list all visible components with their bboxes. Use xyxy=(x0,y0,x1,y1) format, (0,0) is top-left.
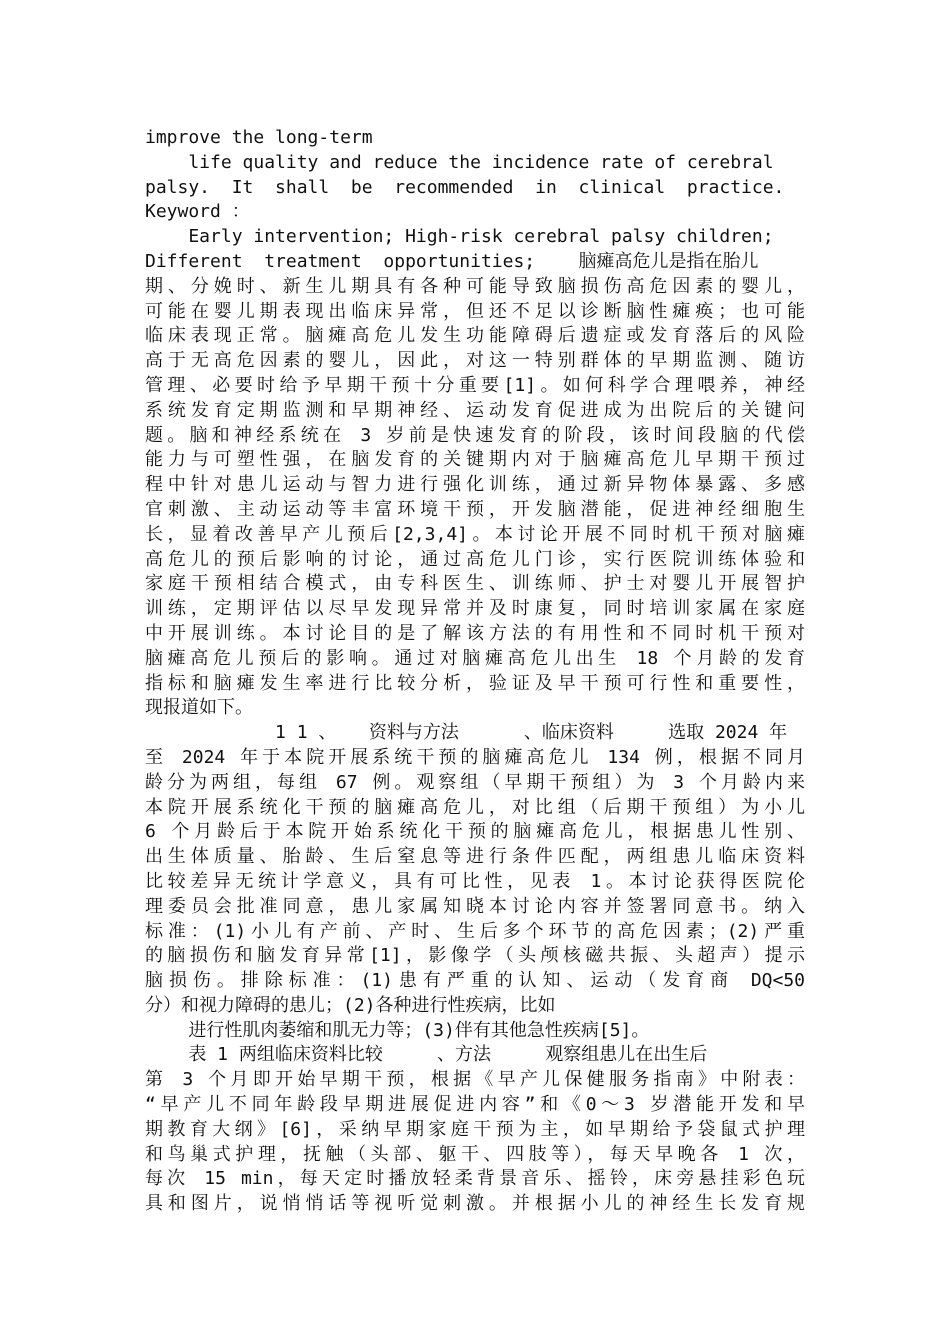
text-line: 标准：(1)小儿有产前、产时、生后多个环节的高危因素；(2)严重 xyxy=(145,920,805,942)
text-line: 的脑损伤和脑发育异常[1]，影像学（头颅核磁共振、头超声）提示 xyxy=(145,945,805,967)
text-line: 高于无高危因素的婴儿，因此，对这一特别群体的早期监测、随访 xyxy=(145,350,805,372)
text-line: 高危儿的预后影响的讨论，通过高危儿门诊，实行医院训练体验和 xyxy=(145,548,805,570)
text-line: 比较差异无统计学意义，具有可比性，见表 1。本讨论获得医院伦 xyxy=(145,870,805,892)
text-line: 具和图片，说悄悄话等视听觉刺激。并根据小儿的神经生长发育规 xyxy=(145,1193,805,1215)
text-line: 期教育大纲》[6]，采纳早期家庭干预为主，如早期给予袋鼠式护理 xyxy=(145,1118,805,1140)
text-line: 题。脑和神经系统在 3 岁前是快速发育的阶段，该时间段脑的代偿 xyxy=(145,424,805,446)
text-line: 6 个月龄后于本院开始系统化干预的脑瘫高危儿，根据患儿性别、 xyxy=(145,821,805,843)
text-line: 长，显着改善早产儿预后[2,3,4]。本讨论开展不同时机干预对脑瘫 xyxy=(145,523,805,545)
text-line: Keyword ： xyxy=(145,201,250,223)
text-line: 和鸟巢式护理，抚触（头部、躯干、四肢等），每天早晚各 1 次， xyxy=(145,1143,805,1165)
text-line: 可能在婴儿期表现出临床异常，但还不足以诊断脑性瘫痪；也可能 xyxy=(145,300,805,322)
text-line: 能力与可塑性强，在脑发育的关键期内对于脑瘫高危儿早期干预过 xyxy=(145,449,805,471)
text-line: 龄分为两组，每组 67 例。观察组（早期干预组）为 3 个月龄内来 xyxy=(145,771,805,793)
document-body xyxy=(145,126,805,1217)
text-line: 系统发育定期监测和早期神经、运动发育促进成为出院后的关键问 xyxy=(145,399,805,421)
text-line: 脑损伤。排除标准：(1)患有严重的认知、运动（发育商 DQ<50 xyxy=(145,970,805,992)
text-line: 官刺激、主动运动等丰富环境干预，开发脑潜能，促进神经细胞生 xyxy=(145,498,805,520)
text-line: 每次 15 min，每天定时播放轻柔背景音乐、摇铃，床旁悬挂彩色玩 xyxy=(145,1168,805,1190)
text-line: Different treatment opportunities; 脑瘫高危儿是指在胎儿 xyxy=(145,250,759,272)
text-line: Early intervention; High-risk cerebral palsy children; xyxy=(145,226,774,248)
text-line: 分）和视力障碍的患儿；(2)各种进行性疾病，比如 xyxy=(145,994,556,1016)
text-line: 期、分娩时、新生儿期具有各种可能导致脑损伤高危因素的婴儿， xyxy=(145,275,805,297)
text-line: 管理、必要时给予早期干预十分重要[1]。如何科学合理喂养，神经 xyxy=(145,374,805,396)
text-line: 本院开展系统化干预的脑瘫高危儿，对比组（后期干预组）为小儿 xyxy=(145,796,805,818)
text-line: 中开展训练。本讨论目的是了解该方法的有用性和不同时机干预对 xyxy=(145,622,805,644)
text-line: 至 2024 年于本院开展系统干预的脑瘫高危儿 134 例，根据不同月 xyxy=(145,746,805,768)
text-line: 指标和脑瘫发生率进行比较分析，验证及早干预可行性和重要性， xyxy=(145,672,805,694)
text-line: 第 3 个月即开始早期干预，根据《早产儿保健服务指南》中附表： xyxy=(145,1069,805,1091)
text-line: 家庭干预相结合模式，由专科医生、训练师、护士对婴儿开展智护 xyxy=(145,573,805,595)
text-line: 脑瘫高危儿预后的影响。通过对脑瘫高危儿出生 18 个月龄的发育 xyxy=(145,647,805,669)
text-line: 理委员会批准同意，患儿家属知晓本讨论内容并签署同意书。纳入 xyxy=(145,895,805,917)
text-line: 临床表现正常。脑瘫高危儿发生功能障碍后遗症或发育落后的风险 xyxy=(145,325,805,347)
text-line: 出生体质量、胎龄、生后窒息等进行条件匹配，两组患儿临床资料 xyxy=(145,846,805,868)
text-line: improve the long-term xyxy=(145,127,373,148)
text-line: “早产儿不同年龄段早期进展促进内容”和《0～3 岁潜能开发和早 xyxy=(145,1094,805,1116)
text-line: 训练，定期评估以尽早发现异常并及时康复，同时培训家属在家庭 xyxy=(145,598,805,620)
text-line: palsy. It shall be recommended in clinical practice. xyxy=(145,176,785,198)
text-line: 1 1 、 资料与方法 、临床资料 选取 2024 年 xyxy=(145,722,788,744)
text-line: 程中针对患儿运动与智力进行强化训练，通过新异物体暴露、多感 xyxy=(145,474,805,496)
text-line: 表 1 两组临床资料比较 、方法 观察组患儿在出生后 xyxy=(145,1044,708,1066)
text-line: 现报道如下。 xyxy=(145,697,253,719)
text-line: life quality and reduce the incidence rate of cerebral xyxy=(145,151,774,173)
text-line: 进行性肌肉萎缩和肌无力等；(3)伴有其他急性疾病[5]。 xyxy=(145,1019,650,1041)
